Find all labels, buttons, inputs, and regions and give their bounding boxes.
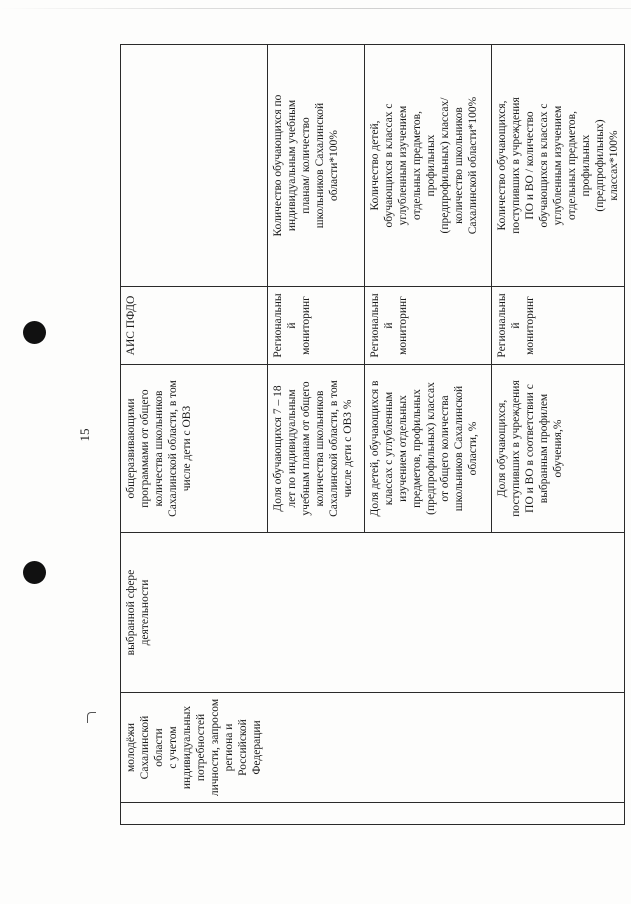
formula-cell <box>121 45 268 287</box>
formula-cell <box>492 45 625 287</box>
indicator-cell <box>365 365 492 533</box>
source-text: Региональны й мониторинг <box>272 293 313 358</box>
binder-hole-bottom <box>23 561 46 584</box>
number-cell <box>121 803 625 825</box>
task-text: выбранной сфере деятельности <box>125 569 152 656</box>
page-number: 15 <box>77 428 92 442</box>
goal-cell <box>121 693 625 803</box>
goal-text: молодёжи Сахалинской области с учетом индивидуальных потребностей личности, запросом региона и Российской Федерации <box>125 698 264 797</box>
formula-text: Количество обучающихся, поступивших в учреждения ПО и ВО / количество обучающихся в классах с углубленным изучением отдельных предметов, профильных (предпрофильных) классах*100% <box>496 97 621 234</box>
indicator-text: общеразвивающими программами от общего количества школьников Сахалинской области, в том числе дети с ОВЗ <box>125 380 194 517</box>
task-cell <box>121 533 625 693</box>
source-cell <box>492 287 625 365</box>
source-text: Региональны й мониторинг <box>496 293 537 358</box>
pencil-mark <box>87 712 96 723</box>
indicator-text: Доля детей, обучающихся в классах с углубленным изучением отдельных предметов, профильных (предпрофильных) классах от общего количества школьников Сахалинской области, % <box>369 380 480 517</box>
formula-text: Количество детей, обучающихся в классах с углубленным изучением отдельных предметов, профильных (предпрофильных) классах/ количество школьников Сахалинской области*100% <box>369 96 480 235</box>
source-cell <box>365 287 492 365</box>
indicator-text: Доля обучающихся, поступивших в учреждения ПО и ВО в соответствии с выбранным профилем обучения,% <box>496 380 565 517</box>
indicators-table <box>120 44 625 825</box>
rotated-content <box>120 45 630 825</box>
source-cell <box>268 287 365 365</box>
rotated-table-wrapper <box>120 45 630 825</box>
source-cell <box>121 287 268 365</box>
indicator-text: Доля обучающихся 7 – 18 лет по индивидуальным учебным планам от общего количества школьников Сахалинской области, в том числе дети с ОВЗ % <box>272 380 355 517</box>
source-text: Региональны й мониторинг <box>369 293 410 358</box>
binder-hole-top <box>23 321 46 344</box>
indicator-cell <box>268 365 365 533</box>
formula-text: Количество обучающихся по индивидуальным учебным планам/ количество школьников Сахалинской области*100% <box>272 94 341 237</box>
table-row <box>121 45 268 825</box>
indicator-cell <box>492 365 625 533</box>
source-text: АИС ПФДО <box>125 295 137 356</box>
formula-cell <box>268 45 365 287</box>
formula-cell <box>365 45 492 287</box>
indicator-cell <box>121 365 268 533</box>
